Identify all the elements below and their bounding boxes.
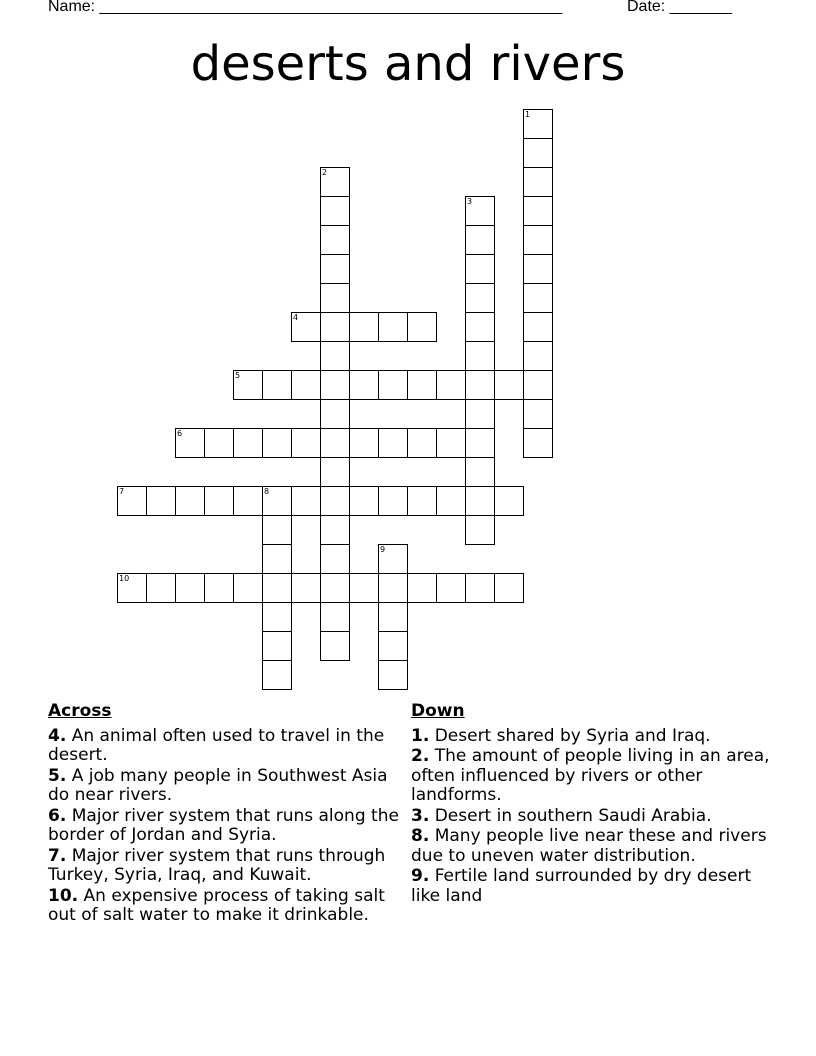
grid-cell[interactable] — [407, 370, 437, 400]
grid-cell[interactable] — [117, 486, 147, 516]
grid-cell[interactable] — [349, 312, 379, 342]
cell-number: 9 — [380, 545, 386, 554]
grid-cell[interactable] — [146, 486, 176, 516]
grid-cell[interactable] — [523, 196, 553, 226]
grid-cell[interactable] — [349, 428, 379, 458]
cell-number: 8 — [264, 487, 270, 496]
clue-across-6 — [48, 807, 406, 846]
grid-cell[interactable] — [262, 573, 292, 603]
grid-cell[interactable] — [523, 341, 553, 371]
clue-down-9 — [411, 867, 781, 906]
grid-cell[interactable] — [320, 515, 350, 545]
grid-cell[interactable] — [465, 312, 495, 342]
grid-cell[interactable] — [320, 428, 350, 458]
cell-number: 10 — [119, 574, 130, 583]
cell-number: 6 — [177, 429, 183, 438]
grid-cell[interactable] — [291, 486, 321, 516]
grid-cell[interactable] — [465, 196, 495, 226]
clue-down-8 — [411, 827, 781, 866]
grid-cell[interactable] — [349, 370, 379, 400]
clue-text: Desert shared by Syria and Iraq. — [434, 725, 711, 746]
grid-cell[interactable] — [320, 341, 350, 371]
clue-number: 6. — [48, 805, 67, 826]
date-label: Date: _______ — [627, 0, 732, 15]
grid-cell[interactable] — [436, 428, 466, 458]
grid-cell[interactable] — [523, 138, 553, 168]
grid-cell[interactable] — [465, 486, 495, 516]
clue-text: Desert in southern Saudi Arabia. — [434, 805, 712, 826]
clue-down-2 — [411, 747, 781, 806]
grid-cell[interactable] — [378, 631, 408, 661]
grid-cell[interactable] — [320, 573, 350, 603]
grid-cell[interactable] — [320, 457, 350, 487]
grid-cell[interactable] — [320, 602, 350, 632]
grid-cell[interactable] — [465, 254, 495, 284]
grid-cell[interactable] — [436, 486, 466, 516]
grid-cell[interactable] — [320, 225, 350, 255]
grid-cell[interactable] — [378, 312, 408, 342]
clue-text: A job many people in Southwest Asia do near rivers. — [48, 765, 388, 805]
grid-cell[interactable] — [291, 428, 321, 458]
cell-number: 4 — [293, 313, 299, 322]
clue-number: 8. — [411, 826, 430, 846]
grid-cell[interactable] — [523, 254, 553, 284]
grid-cell[interactable] — [175, 428, 205, 458]
grid-cell[interactable] — [349, 573, 379, 603]
grid-cell[interactable] — [465, 341, 495, 371]
grid-cell[interactable] — [494, 573, 524, 603]
grid-cell[interactable] — [378, 573, 408, 603]
grid-cell[interactable] — [349, 486, 379, 516]
clue-number: 5. — [48, 765, 67, 786]
grid-cell[interactable] — [436, 370, 466, 400]
clue-number: 9. — [411, 866, 430, 886]
grid-cell[interactable] — [320, 486, 350, 516]
grid-cell[interactable] — [320, 370, 350, 400]
grid-cell[interactable] — [465, 573, 495, 603]
grid-cell[interactable] — [523, 109, 553, 139]
clue-across-5 — [48, 767, 406, 806]
grid-cell[interactable] — [175, 573, 205, 603]
grid-cell[interactable] — [291, 312, 321, 342]
grid-cell[interactable] — [523, 283, 553, 313]
clue-across-7 — [48, 847, 406, 886]
grid-cell[interactable] — [204, 486, 234, 516]
clue-text: Major river system that runs through Turkey, Syria, Iraq, and Kuwait. — [48, 845, 386, 885]
grid-cell[interactable] — [465, 399, 495, 429]
grid-cell[interactable] — [320, 254, 350, 284]
grid-cell[interactable] — [320, 399, 350, 429]
across-heading: Across — [48, 701, 112, 721]
grid-cell[interactable] — [465, 283, 495, 313]
grid-cell[interactable] — [204, 428, 234, 458]
grid-cell[interactable] — [523, 428, 553, 458]
clue-number: 1. — [411, 725, 430, 746]
grid-cell[interactable] — [320, 167, 350, 197]
down-clues — [411, 702, 781, 907]
grid-cell[interactable] — [407, 428, 437, 458]
clue-across-10 — [48, 887, 406, 926]
grid-cell[interactable] — [523, 167, 553, 197]
clue-across-4 — [48, 727, 406, 766]
grid-cell[interactable] — [262, 602, 292, 632]
grid-cell[interactable] — [465, 225, 495, 255]
grid-cell[interactable] — [320, 196, 350, 226]
cell-number: 5 — [235, 371, 241, 380]
grid-cell[interactable] — [523, 370, 553, 400]
clue-number: 10. — [48, 885, 79, 906]
grid-cell[interactable] — [320, 631, 350, 661]
clue-text: Major river system that runs along the border of Jordan and Syria. — [48, 805, 399, 845]
clue-text: An expensive process of taking salt out of salt water to make it drinkable. — [48, 885, 385, 925]
grid-cell[interactable] — [320, 283, 350, 313]
clue-down-1 — [411, 727, 781, 747]
grid-cell[interactable] — [262, 370, 292, 400]
grid-cell[interactable] — [494, 370, 524, 400]
grid-cell[interactable] — [378, 370, 408, 400]
grid-cell[interactable] — [233, 370, 263, 400]
grid-cell[interactable] — [262, 515, 292, 545]
grid-cell[interactable] — [494, 486, 524, 516]
grid-cell[interactable] — [262, 660, 292, 690]
grid-cell[interactable] — [320, 312, 350, 342]
grid-cell[interactable] — [378, 660, 408, 690]
clue-number: 4. — [48, 725, 67, 746]
grid-cell[interactable] — [378, 486, 408, 516]
clue-text: Many people live near these and rivers due to uneven water distribution. — [411, 826, 767, 866]
grid-cell[interactable] — [523, 399, 553, 429]
grid-cell[interactable] — [291, 573, 321, 603]
clue-text: Fertile land surrounded by dry desert like land — [411, 866, 752, 906]
grid-cell[interactable] — [233, 486, 263, 516]
grid-cell[interactable] — [233, 428, 263, 458]
clue-number: 7. — [48, 845, 67, 866]
grid-cell[interactable] — [262, 631, 292, 661]
grid-cell[interactable] — [465, 457, 495, 487]
grid-cell[interactable] — [291, 370, 321, 400]
grid-cell[interactable] — [407, 573, 437, 603]
grid-cell[interactable] — [117, 573, 147, 603]
cell-number: 1 — [525, 110, 531, 119]
grid-cell[interactable] — [407, 486, 437, 516]
cell-number: 2 — [322, 168, 328, 177]
grid-cell[interactable] — [146, 573, 176, 603]
clue-text: The amount of people living in an area, often influenced by rivers or other landforms. — [411, 746, 770, 805]
grid-cell[interactable] — [465, 370, 495, 400]
grid-cell[interactable] — [233, 573, 263, 603]
clue-text: An animal often used to travel in the desert. — [48, 725, 385, 765]
grid-cell[interactable] — [523, 225, 553, 255]
page-title: deserts and rivers — [190, 36, 626, 92]
grid-cell[interactable] — [407, 312, 437, 342]
grid-cell[interactable] — [262, 428, 292, 458]
grid-cell[interactable] — [378, 544, 408, 574]
clue-number: 3. — [411, 805, 430, 826]
grid-cell[interactable] — [523, 312, 553, 342]
name-label: Name: ____________________________________________________ — [48, 0, 563, 15]
grid-cell[interactable] — [436, 573, 466, 603]
down-heading: Down — [411, 701, 465, 721]
cell-number: 7 — [119, 487, 125, 496]
clue-down-3 — [411, 807, 781, 827]
grid-cell[interactable] — [204, 573, 234, 603]
grid-cell[interactable] — [320, 544, 350, 574]
grid-cell[interactable] — [262, 486, 292, 516]
grid-cell[interactable] — [465, 428, 495, 458]
grid-cell[interactable] — [378, 602, 408, 632]
grid-cell[interactable] — [378, 428, 408, 458]
clue-number: 2. — [411, 746, 430, 766]
across-clues — [48, 702, 406, 927]
grid-cell[interactable] — [465, 515, 495, 545]
grid-cell[interactable] — [175, 486, 205, 516]
cell-number: 3 — [467, 197, 473, 206]
grid-cell[interactable] — [262, 544, 292, 574]
